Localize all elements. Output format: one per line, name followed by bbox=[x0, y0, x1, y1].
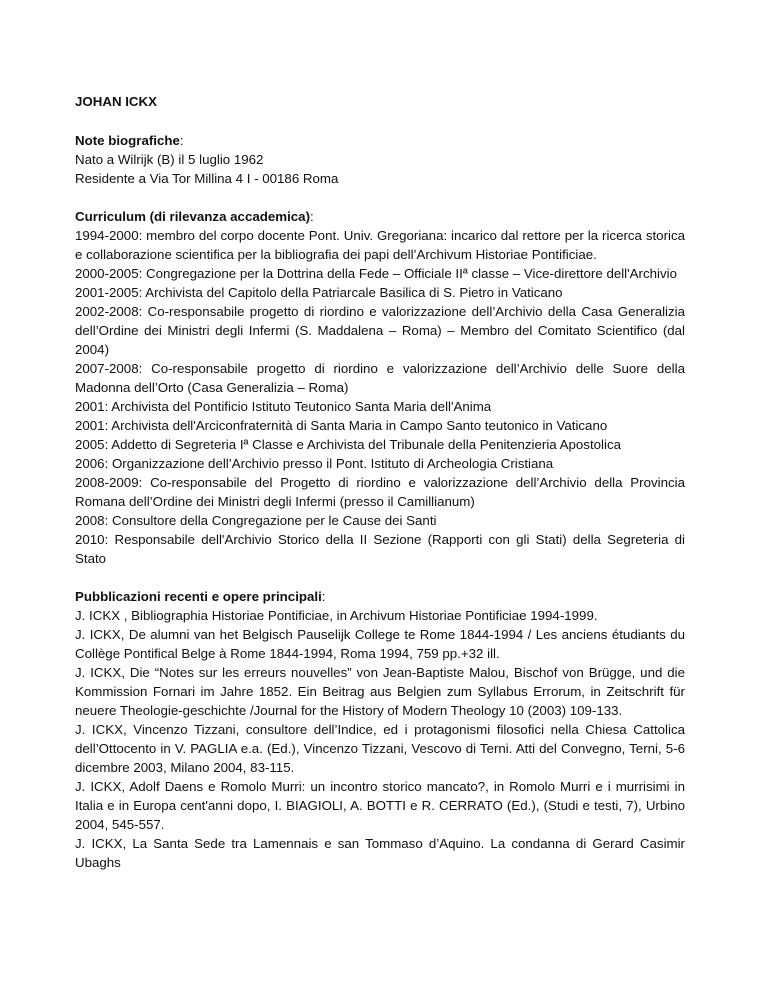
curriculum-entry: 2001: Archivista del Pontificio Istituto Teutonico Santa Maria dell'Anima bbox=[75, 399, 492, 414]
publication-entry: J. ICKX, Adolf Daens e Romolo Murri: un incontro storico mancato?, in Romolo Murri e i murrisimi in Italia e in Europa cent'anni dopo, I. BIAGIOLI, A. BOTTI e R. CERRATO (Ed.), (Studi e testi, 7), Urbino 2004, 545-557. bbox=[75, 779, 685, 832]
document-page bbox=[75, 92, 685, 891]
curriculum-entry: 1994-2000: membro del corpo docente Pont. Univ. Gregoriana: incarico dal rettore per la ricerca storica e collaborazione scientifica per la bibliografia dei papi dell’Archivum Historiae Pontificiae. bbox=[75, 228, 685, 262]
publications-heading-text: Pubblicazioni recenti e opere principali bbox=[75, 589, 322, 604]
bio-section bbox=[75, 131, 685, 188]
bio-heading-text: Note biografiche bbox=[75, 133, 180, 148]
curriculum-entry: 2001: Archivista dell'Arciconfraternità di Santa Maria in Campo Santo teutonico in Vaticano bbox=[75, 418, 608, 433]
curriculum-heading bbox=[75, 207, 685, 226]
curriculum-entry: 2000-2005: Congregazione per la Dottrina della Fede – Officiale IIª classe – Vice-direttore dell'Archivio bbox=[75, 266, 677, 281]
curriculum-entry: 2002-2008: Co-responsabile progetto di riordino e valorizzazione dell’Archivio della Casa Generalizia dell’Ordine dei Ministri degli Infermi (S. Maddalena – Roma) – Membro del Comitato Scientifico (dal 2004) bbox=[75, 304, 685, 357]
publications-heading-colon: : bbox=[321, 589, 326, 604]
bio-line: Nato a Wilrijk (B) il 5 luglio 1962 bbox=[75, 152, 264, 167]
curriculum-entry: 2010: Responsabile dell'Archivio Storico della II Sezione (Rapporti con gli Stati) della Segreteria di Stato bbox=[75, 532, 685, 566]
publications-heading bbox=[75, 587, 685, 606]
curriculum-entry: 2005: Addetto di Segreteria Iª Classe e Archivista del Tribunale della Penitenzieria Apostolica bbox=[75, 437, 621, 452]
curriculum-entry: 2001-2005: Archivista del Capitolo della Patriarcale Basilica di S. Pietro in Vaticano bbox=[75, 285, 563, 300]
curriculum-heading-colon: : bbox=[310, 209, 314, 224]
bio-heading bbox=[75, 131, 685, 150]
curriculum-entry: 2008: Consultore della Congregazione per le Cause dei Santi bbox=[75, 513, 437, 528]
publication-entry: J. ICKX, Die “Notes sur les erreurs nouvelles” von Jean-Baptiste Malou, Bischof von Brügge, und die Kommission Fornari im Jahre 1852. Ein Beitrag aus Belgien zum Syllabus Errorum, in Zeitschrift für neuere Theologie-geschichte /Journal for the History of Modern Theology 10 (2003) 109-133. bbox=[75, 665, 685, 718]
curriculum-section bbox=[75, 207, 685, 568]
publication-entry: J. ICKX , Bibliographia Historiae Pontificiae, in Archivum Historiae Pontificiae 1994-1999. bbox=[75, 608, 598, 623]
curriculum-entry: 2007-2008: Co-responsabile progetto di riordino e valorizzazione dell’Archivio delle Suore della Madonna dell’Orto (Casa Generalizia – Roma) bbox=[75, 361, 685, 395]
bio-line: Residente a Via Tor Millina 4 I - 00186 Roma bbox=[75, 171, 339, 186]
bio-heading-colon: : bbox=[179, 133, 184, 148]
publications-section bbox=[75, 587, 685, 872]
publication-entry: J. ICKX, Vincenzo Tizzani, consultore dell’Indice, ed i protagonismi filosofici nella Chiesa Cattolica dell’Ottocento in V. PAGLIA e.a. (Ed.), Vincenzo Tizzani, Vescovo di Terni. Atti del Convegno, Terni, 5-6 dicembre 2003, Milano 2004, 83-115. bbox=[75, 722, 685, 775]
author-name: JOHAN ICKX bbox=[75, 94, 158, 109]
publication-entry: J. ICKX, La Santa Sede tra Lamennais e san Tommaso d’Aquino. La condanna di Gerard Casimir Ubaghs bbox=[75, 836, 685, 870]
publication-entry: J. ICKX, De alumni van het Belgisch Pauselijk College te Rome 1844-1994 / Les anciens étudiants du Collège Pontifical Belge à Rome 1844-1994, Roma 1994, 759 pp.+32 ill. bbox=[75, 627, 685, 661]
curriculum-heading-text: Curriculum (di rilevanza accademica) bbox=[75, 209, 311, 224]
curriculum-entry: 2006: Organizzazione dell’Archivio presso il Pont. Istituto di Archeologia Cristiana bbox=[75, 456, 554, 471]
curriculum-entry: 2008-2009: Co-responsabile del Progetto di riordino e valorizzazione dell’Archivio della Provincia Romana dell’Ordine dei Ministri degli Infermi (presso il Camillianum) bbox=[75, 475, 685, 509]
